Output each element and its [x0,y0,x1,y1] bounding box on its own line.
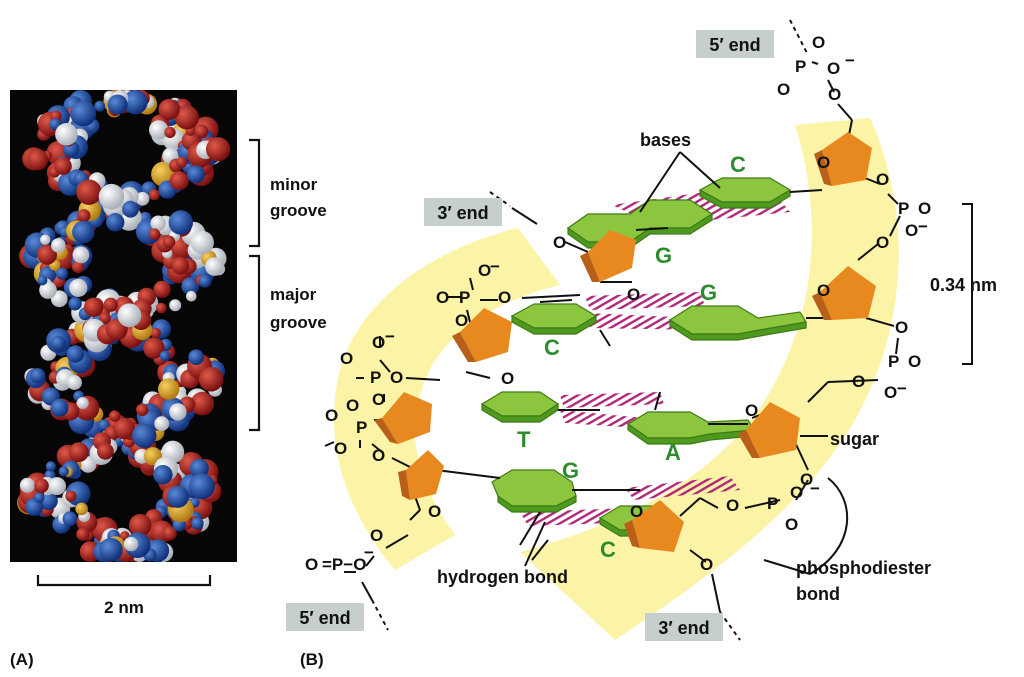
svg-text:O: O [372,446,386,465]
svg-text:O: O [630,502,644,521]
atom-sphere [117,303,141,327]
atom-sphere [75,503,88,516]
atom-sphere [156,303,167,314]
svg-text:O: O [700,555,714,574]
svg-text:O: O [817,281,831,300]
atom-sphere [122,201,139,218]
atom-sphere [106,213,124,231]
svg-text:O: O [785,515,799,534]
atom-sphere [109,410,120,421]
atom-sphere [104,298,118,312]
svg-text:O: O [905,221,919,240]
phosphodiester-label-1: phosphodiester [796,558,932,578]
atom-sphere [99,184,125,210]
svg-text:O: O [455,311,469,330]
minor-groove-label-2: groove [270,201,327,220]
atom-sphere [34,478,49,493]
svg-text:−: − [810,479,820,498]
atom-sphere [124,537,138,551]
atom-sphere [206,137,230,161]
svg-text:O: O [876,170,890,189]
base-g-mid [670,306,806,340]
atom-sphere [149,228,161,240]
svg-text:−: − [845,51,855,70]
svg-text:−: − [897,379,907,398]
svg-text:−: − [364,543,374,562]
end-tag-5-bottom: 5′ end [299,608,351,628]
svg-text:O: O [428,502,442,521]
svg-text:O: O [817,153,831,172]
atom-sphere [188,349,204,365]
svg-text:O: O [390,368,404,387]
base-letter-c2: C [544,335,560,360]
atom-sphere [77,209,90,222]
atom-sphere [27,149,48,170]
atom-sphere [46,461,56,471]
svg-text:O: O [478,261,492,280]
svg-text:O: O [726,496,740,515]
atom-sphere [149,189,160,200]
svg-text:O: O [553,233,567,252]
panel-a-label: (A) [10,650,34,669]
svg-text:O: O [876,233,890,252]
svg-text:O: O [498,288,512,307]
svg-text:O: O [372,390,386,409]
atom-sphere [30,368,45,383]
svg-text:O: O [627,285,641,304]
svg-text:O: O [346,396,360,415]
atom-sphere [99,538,123,562]
atom-sphere [167,486,189,508]
atom-sphere [160,351,171,362]
atom-sphere [163,236,176,249]
atom-sphere [154,281,171,298]
space-filling-model [10,90,237,562]
atom-sphere [37,275,47,285]
svg-text:−: − [490,257,500,276]
atom-sphere [73,247,90,264]
svg-text:P: P [459,288,471,307]
base-t [482,392,558,422]
spacing-label: 0.34 nm [930,275,998,295]
end-tag-3-top: 3′ end [437,203,489,223]
atom-sphere [97,443,114,460]
atom-sphere [76,528,89,541]
major-groove-label-2: groove [270,313,327,332]
svg-text:O: O [852,372,866,391]
base-letter-c3: C [600,537,616,562]
bases-label: bases [640,130,692,150]
svg-text:O: O [745,401,759,420]
atom-sphere [205,257,224,276]
svg-text:O: O [334,439,348,458]
end-tag-3-bottom: 3′ end [658,618,710,638]
atom-sphere [154,416,169,431]
atom-sphere [194,124,208,138]
atom-sphere [136,404,148,416]
svg-text:O: O [884,383,898,402]
atom-sphere [69,442,89,462]
atom-sphere [20,478,35,493]
atom-sphere [51,399,69,417]
atom-sphere [84,298,103,317]
svg-text:O: O [827,59,841,78]
panel-b-label: (B) [300,650,324,669]
atom-sphere [67,345,84,362]
atom-sphere [55,123,78,146]
svg-text:O: O [918,199,932,218]
atom-sphere [170,171,189,190]
svg-text:P: P [898,199,910,218]
svg-text:O: O [501,369,515,388]
base-letter-t: T [517,427,531,452]
atom-sphere [191,231,214,254]
svg-text:P: P [888,352,900,371]
atom-sphere [172,257,190,275]
scale-bar [38,575,210,585]
atom-sphere [164,127,175,138]
scale-bar-label: 2 nm [104,598,144,617]
groove-brackets [249,140,259,430]
minor-groove-label-1: minor [270,175,318,194]
atom-sphere [153,465,172,484]
atom-sphere [48,477,66,495]
svg-text:P: P [767,494,779,513]
atom-sphere [63,511,78,526]
atom-sphere [151,216,166,231]
atom-sphere [76,180,101,205]
svg-text:−: − [385,327,395,346]
svg-text:O: O [790,483,804,502]
atom-sphere [51,336,66,351]
atom-sphere [54,158,71,175]
svg-text:=P−O: =P−O [322,555,367,574]
svg-text:O: O [895,318,909,337]
major-groove-label-1: major [270,285,317,304]
svg-text:O: O [305,555,319,574]
atom-sphere [59,466,69,476]
atom-sphere [169,299,181,311]
svg-text:O: O [436,288,450,307]
atom-sphere [69,279,87,297]
atom-sphere [51,238,66,253]
atom-sphere [67,375,82,390]
atom-sphere [189,473,215,499]
atom-sphere [65,491,76,502]
atom-sphere [72,221,94,243]
svg-text:O: O [340,349,354,368]
atom-sphere [108,95,128,115]
svg-text:P: P [795,57,807,76]
atom-sphere [199,275,212,288]
end-tag-5-top: 5′ end [709,35,761,55]
hydrogen-bond-label: hydrogen bond [437,567,568,587]
base-letter-c1: C [730,152,746,177]
svg-text:−: − [918,217,928,236]
svg-text:O: O [372,333,386,352]
base-g-top [568,200,712,248]
svg-text:O: O [812,33,826,52]
atom-sphere [169,210,193,234]
base-c-mid [512,304,596,334]
svg-text:P: P [370,368,382,387]
atom-sphere [159,99,180,120]
svg-text:O: O [777,80,791,99]
svg-text:O: O [325,406,339,425]
base-letter-g2: G [700,280,718,305]
atom-sphere [191,517,203,529]
base-letter-g1: G [655,243,673,268]
atom-sphere [40,235,50,245]
base-letter-g3: G [562,458,580,483]
svg-text:O: O [908,352,922,371]
phosphodiester-label-2: bond [796,584,840,604]
atom-sphere [186,291,197,302]
atom-sphere [34,492,44,502]
svg-text:P: P [356,418,368,437]
atom-sphere [77,397,89,409]
svg-text:O: O [800,470,814,489]
atom-sphere [132,424,156,448]
svg-text:O: O [828,85,842,104]
base-letter-a: A [665,440,681,465]
atom-sphere [199,367,224,392]
atom-sphere [68,297,81,310]
atom-sphere [187,165,205,183]
atom-sphere [176,157,187,168]
atom-sphere [70,100,96,126]
sugar-label: sugar [830,429,880,449]
atom-sphere [94,101,105,112]
atom-sphere [158,378,179,399]
svg-text:O: O [370,526,384,545]
atom-sphere [169,403,186,420]
